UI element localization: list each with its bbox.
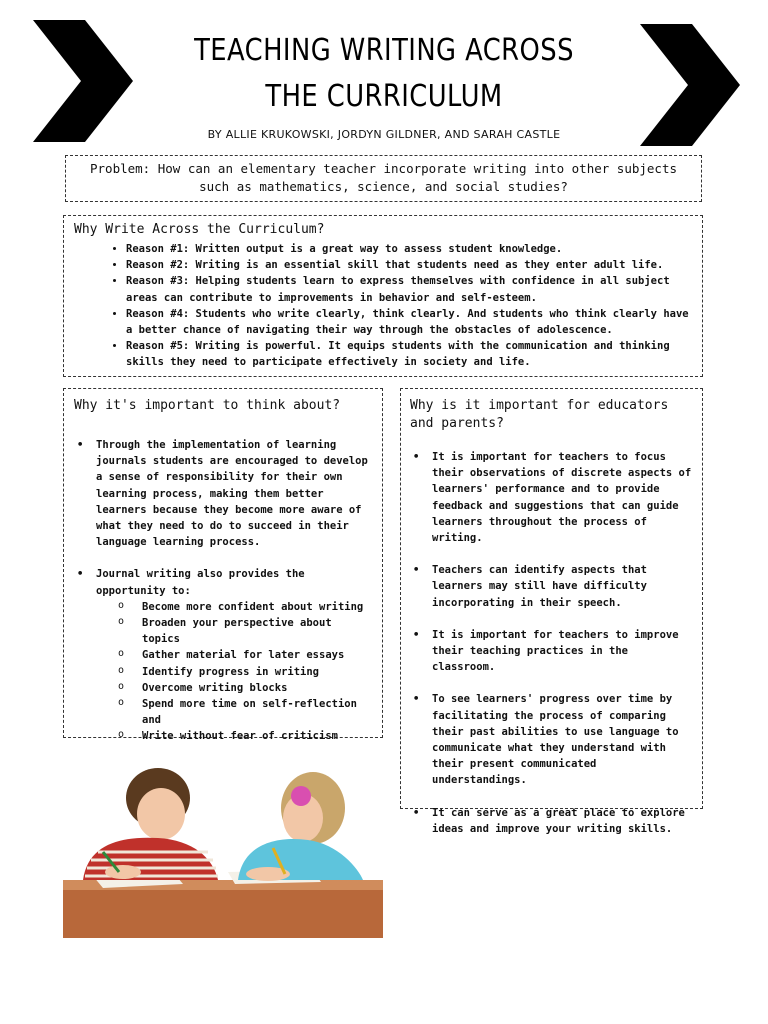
point-text: Journal writing also provides the opportunity to: [96, 568, 305, 597]
list-item: o Identify progress in writing [142, 664, 372, 680]
authors-line: BY ALLIE KRUKOWSKI, JORDYN GILDNER, AND SARAH CASTLE [207, 128, 561, 141]
list-item: • To see learners' progress over time by facilitating the process of comparing their past abilities to use language to communicate what they understand with their present communicated understandings. [432, 691, 694, 788]
problem-text: Problem: How can an elementary teacher incorporate writing into other subjects such as mathematics, science, and social studies? [90, 161, 677, 194]
list-item: • Reason #4: Students who write clearly, think clearly. And students who think clearly have a better chance of navigating their way through the obstacles of adolescence. [126, 306, 692, 338]
list-item: • Teachers can identify aspects that learners may still have difficulty incorporating in their speech. [432, 562, 694, 611]
list-item: • Reason #5: Writing is powerful. It equips students with the communication and thinking skills they need to participate effectively in society and life. [126, 338, 692, 370]
educators-list [410, 449, 694, 837]
list-item: • It is important for teachers to focus their observations of discrete aspects of learners' performance and to provide feedback and suggestions that can guide learners throughout the process of writing. [432, 449, 694, 546]
left-chevron-icon [33, 20, 133, 142]
list-item [96, 566, 372, 744]
educators-box [400, 388, 703, 835]
list-item: • It is important for teachers to improve their teaching practices in the classroom. [432, 627, 694, 676]
think-about-heading: Why it's important to think about? [74, 398, 341, 413]
list-item: • Reason #1: Written output is a great way to assess student knowledge. [126, 241, 692, 257]
reasons-list [74, 241, 692, 371]
educators-heading: Why is it important for educators and parents? [410, 398, 669, 431]
list-item: o Spend more time on self-reflection and [142, 696, 372, 728]
point-text: Through the implementation of learning journals students are encouraged to develop a sense of responsibility for their own learning process, making them better learners because they become more aware of what they need to do to succeed in their language learning process. [96, 439, 368, 549]
list-item: o Broaden your perspective about topics [142, 615, 372, 647]
right-chevron-icon [640, 24, 740, 146]
think-about-list [74, 437, 372, 745]
children-writing-image [63, 748, 383, 938]
why-write-box [63, 215, 703, 377]
list-item: o Become more confident about writing [142, 599, 372, 615]
list-item: o Gather material for later essays [142, 647, 372, 663]
page-title: TEACHING WRITING ACROSS THE CURRICULUM [194, 33, 574, 114]
list-item: • Reason #2: Writing is an essential skill that students need as they enter adult life. [126, 257, 692, 273]
why-write-heading: Why Write Across the Curriculum? [74, 222, 325, 237]
list-item [96, 437, 372, 550]
list-item: o Overcome writing blocks [142, 680, 372, 696]
problem-box [65, 155, 702, 202]
opportunities-list [96, 599, 372, 745]
list-item: • Reason #3: Helping students learn to express themselves with confidence in all subject areas can contribute to improvements in behavior and self-esteem. [126, 273, 692, 305]
list-item: • It can serve as a great place to explore ideas and improve your writing skills. [432, 805, 694, 837]
list-item: o Write without fear of criticism [142, 728, 372, 744]
think-about-box [63, 388, 383, 743]
